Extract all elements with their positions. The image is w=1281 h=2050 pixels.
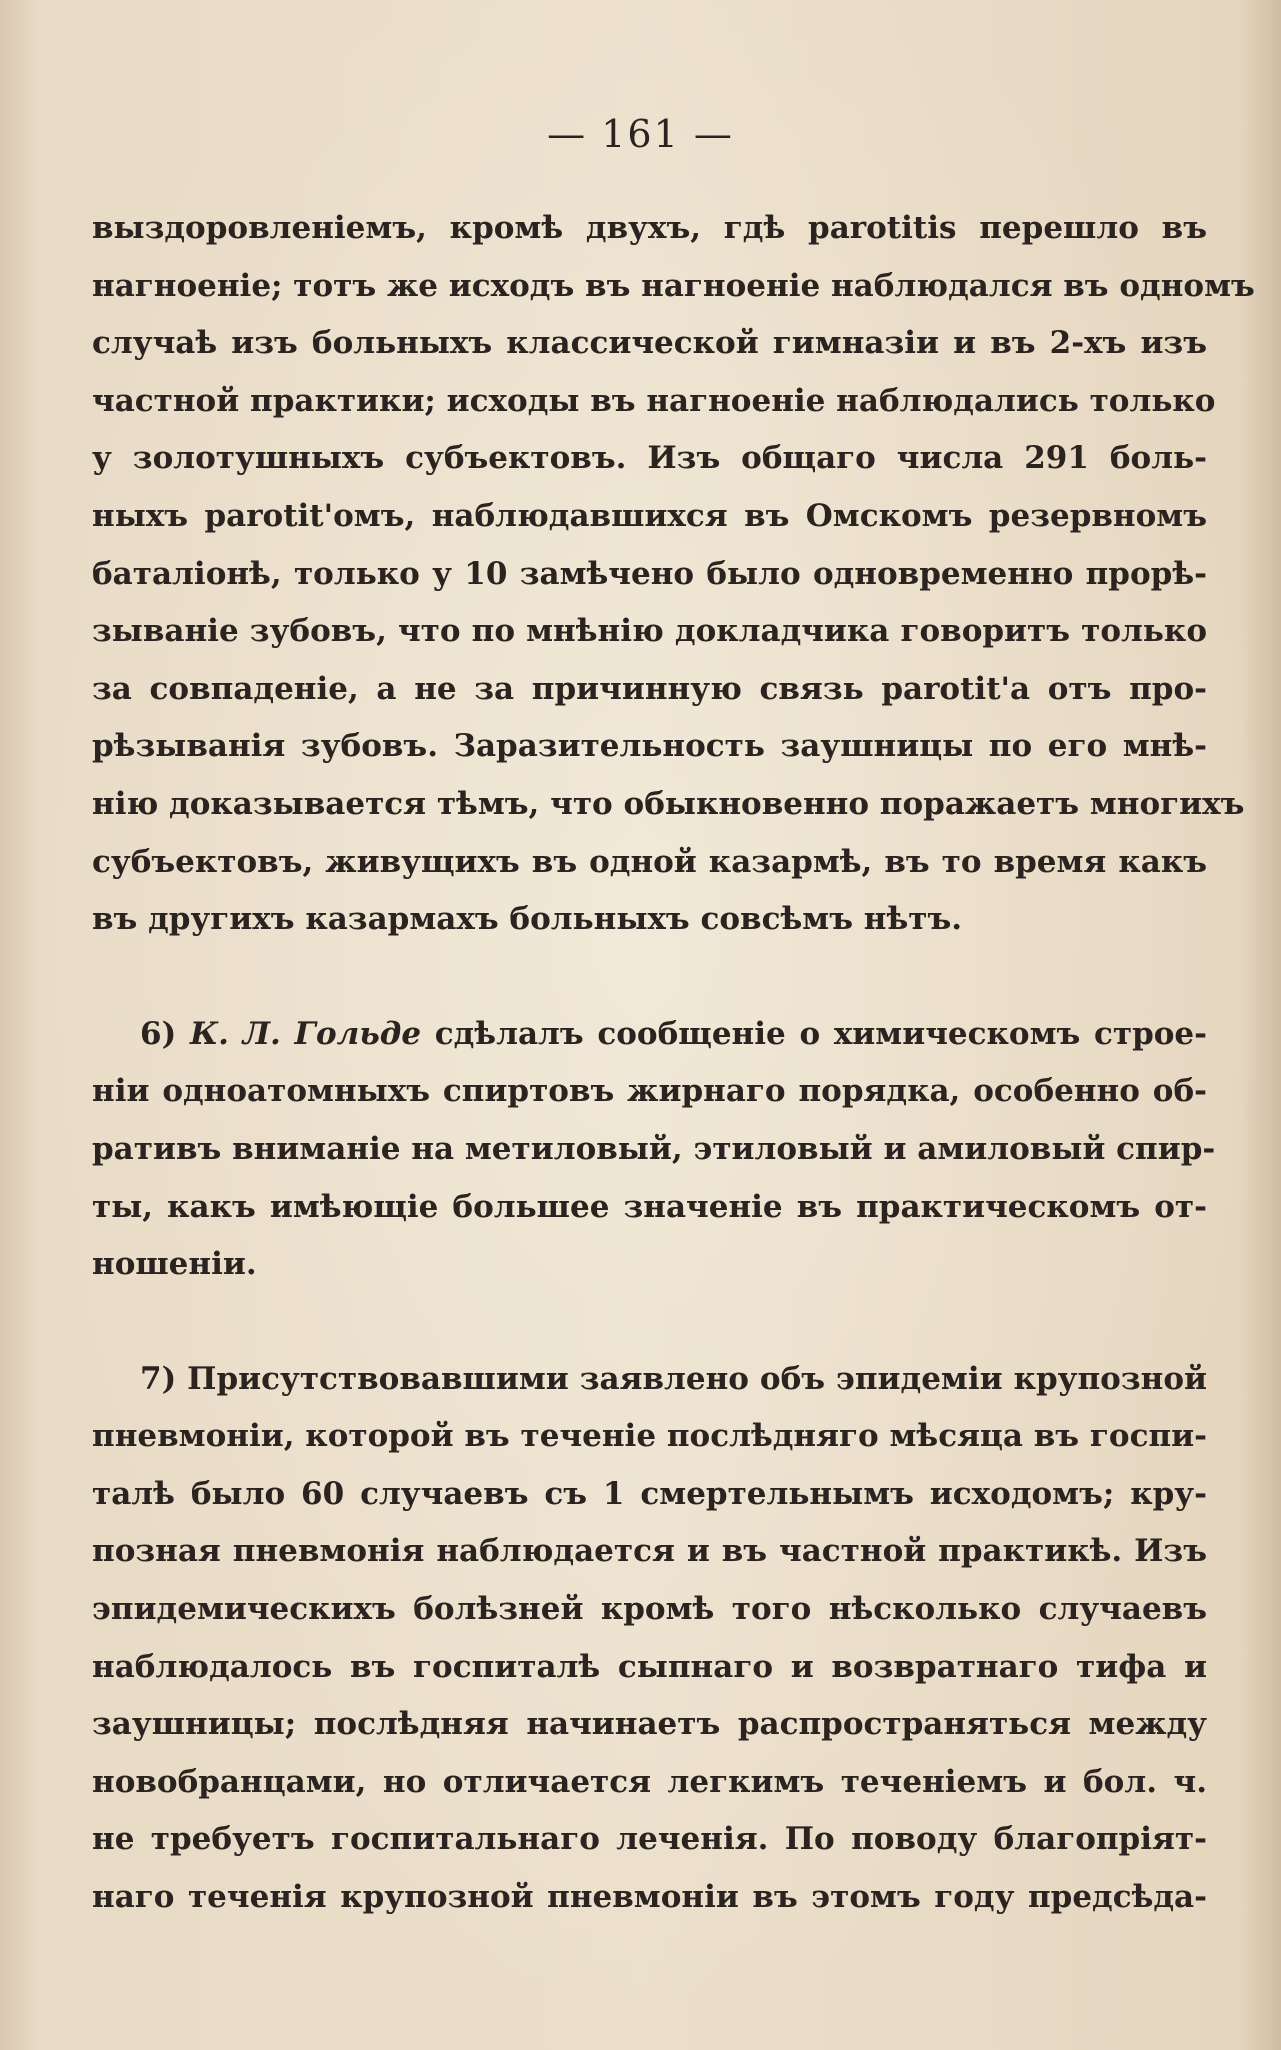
text-line: баталіонѣ, только у 10 замѣчено было одновременно прорѣ- (92, 555, 1207, 592)
text-line: пневмоніи, которой въ теченіе послѣдняго мѣсяца въ госпи- (92, 1418, 1207, 1455)
text-line: талѣ было 60 случаевъ съ 1 смертельнымъ исходомъ; кру- (92, 1475, 1207, 1512)
item-number: 6) (140, 1015, 190, 1052)
paragraph-2 (92, 1006, 1216, 1294)
page-number: — 161 — (547, 112, 734, 156)
text-line: зываніе зубовъ, что по мнѣнію докладчика говоритъ только (92, 613, 1207, 650)
text-line: случаѣ изъ больныхъ классической гимназіи и въ 2-хъ изъ (92, 325, 1207, 362)
text-line: заушницы; послѣдняя начинаетъ распространяться между (92, 1706, 1207, 1743)
body-text (92, 200, 1255, 1927)
text-line: новобранцами, но отличается легкимъ теченіемъ и бол. ч. (92, 1763, 1207, 1800)
text-line-first (92, 1006, 1207, 1064)
text-line: нію доказывается тѣмъ, что обыкновенно поражаетъ многихъ (92, 785, 1245, 822)
paragraph-1 (92, 200, 1255, 949)
text-line: ративъ вниманіе на метиловый, этиловый и амиловый спир- (92, 1130, 1216, 1167)
text-line: ты, какъ имѣющіе большее значеніе въ практическомъ от- (92, 1188, 1207, 1225)
text-line: не требуетъ госпитальнаго леченія. По поводу благопріят- (92, 1821, 1207, 1858)
text-line: ніи одноатомныхъ спиртовъ жирнаго порядка, особенно об- (92, 1073, 1207, 1110)
text-line: ныхъ parotit'омъ, наблюдавшихся въ Омскомъ резервномъ (92, 497, 1207, 534)
text-line: позная пневмонія наблюдается и въ частной практикѣ. Изъ (92, 1533, 1207, 1570)
author-name: К. Л. Гольде (189, 1015, 422, 1052)
text-line: частной практики; исходы въ нагноеніе наблюдались только (92, 382, 1216, 419)
text-line: выздоровленіемъ, кромѣ двухъ, гдѣ parotitis перешло въ (92, 210, 1207, 246)
text-fragment: сдѣлалъ сообщеніе о химическомъ строе- (421, 1015, 1208, 1052)
text-line: ношеніи. (92, 1246, 257, 1283)
paragraph-3 (92, 1351, 1207, 1927)
text-line: эпидемическихъ болѣзней кромѣ того нѣсколько случаевъ (92, 1591, 1207, 1628)
text-line: 7) Присутствовавшими заявлено объ эпидеміи крупозной (140, 1360, 1207, 1397)
text-line: наго теченія крупозной пневмоніи въ этомъ году предсѣда- (92, 1879, 1207, 1916)
text-line: у золотушныхъ субъектовъ. Изъ общаго числа 291 боль- (92, 440, 1207, 477)
text-line: нагноеніе; тотъ же исходъ въ нагноеніе наблюдался въ одномъ (92, 267, 1255, 304)
text-line: рѣзыванія зубовъ. Заразительность заушницы по его мнѣ- (92, 728, 1207, 765)
text-line: за совпаденіе, а не за причинную связь parotit'а отъ про- (92, 670, 1207, 707)
text-line: въ другихъ казармахъ больныхъ совсѣмъ нѣтъ. (92, 901, 963, 938)
text-line: субъектовъ, живущихъ въ одной казармѣ, въ то время какъ (92, 843, 1207, 880)
text-line: наблюдалось въ госпиталѣ сыпнаго и возвратнаго тифа и (92, 1648, 1207, 1685)
